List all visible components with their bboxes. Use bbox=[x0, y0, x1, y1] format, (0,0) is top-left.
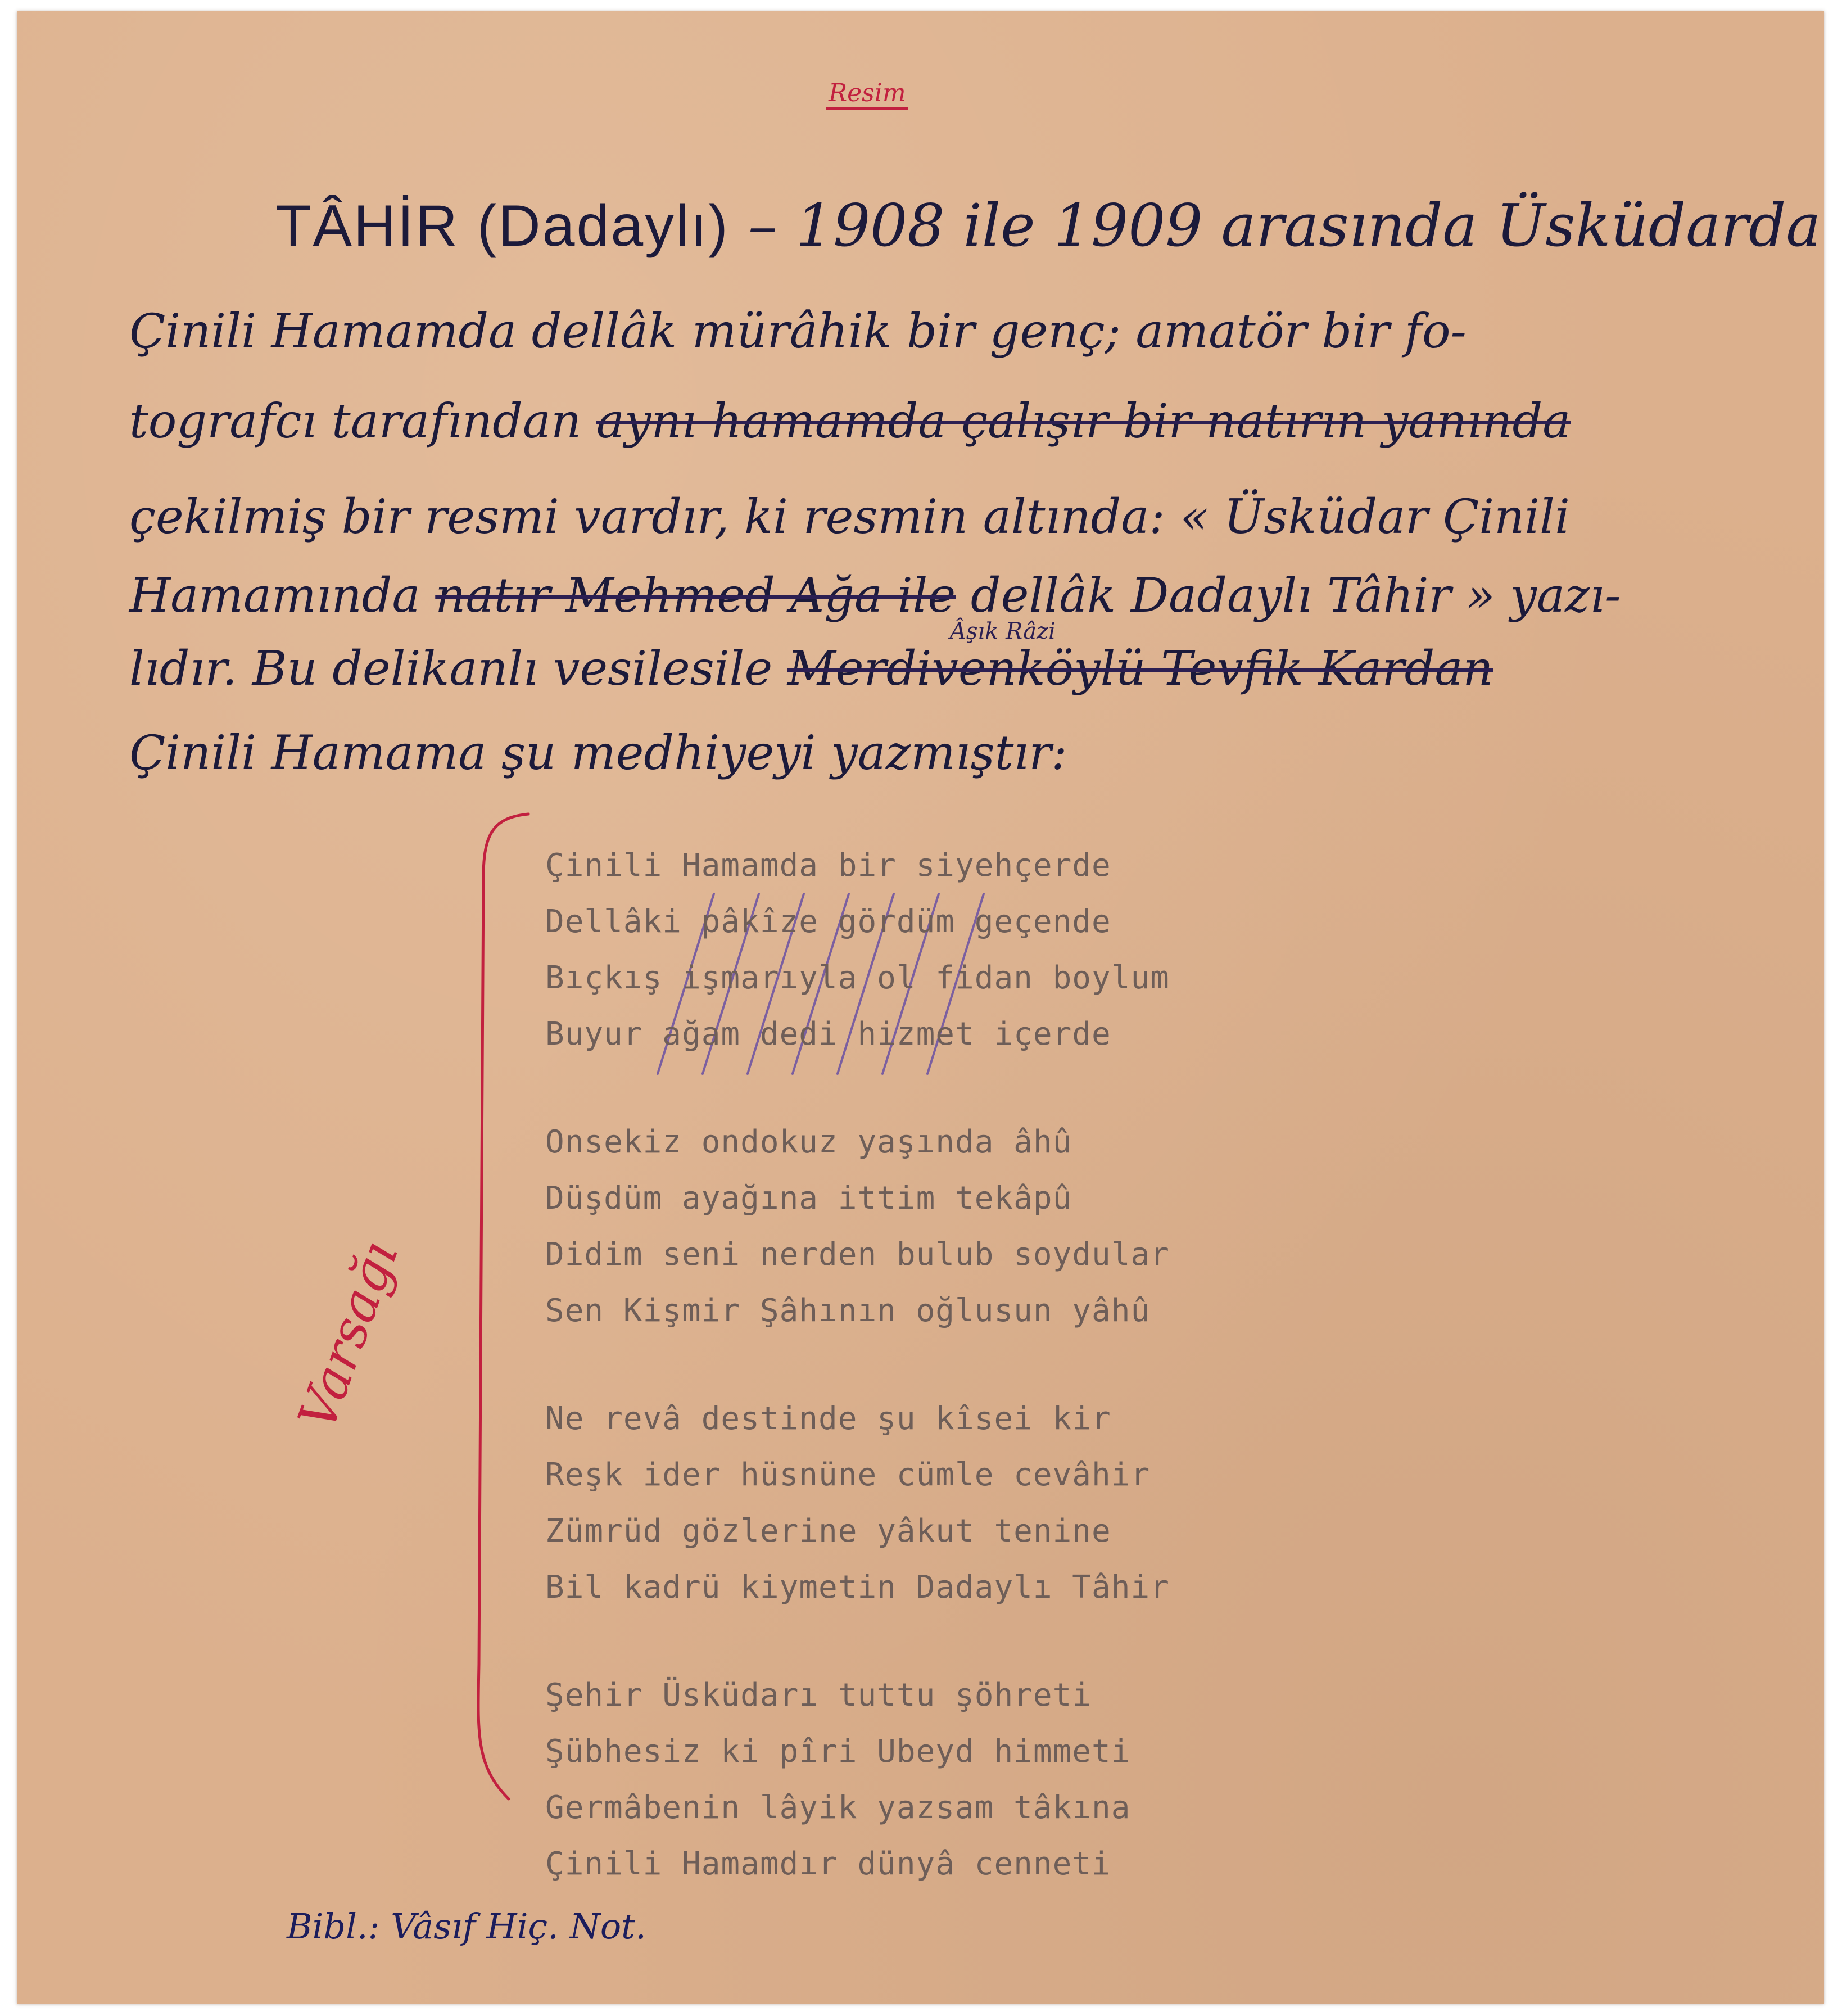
poem-verse: Şehir Üsküdarı tuttu şöhreti bbox=[545, 1677, 1092, 1714]
paper-sheet bbox=[17, 11, 1824, 2004]
paragraph-line-3: çekilmiş bir resmi vardır, ki resmin altında: « Üsküdar Çinili bbox=[129, 489, 1570, 544]
poem-verse: Çinili Hamamda bir siyehçerde bbox=[545, 847, 1111, 884]
poem-verse: Ne revâ destinde şu kîsei kir bbox=[545, 1400, 1111, 1437]
struck-out-text: aynı hamamda çalışır bir natırın yanında bbox=[596, 394, 1571, 449]
red-pencil-note: Resim bbox=[826, 79, 908, 110]
poem-verse: Şübhesiz ki pîri Ubeyd himmeti bbox=[545, 1733, 1131, 1770]
paragraph-line-4 bbox=[129, 568, 1621, 623]
paragraph-line-2-text: tografcı tarafından bbox=[129, 394, 596, 449]
paragraph-line-4-text: Hamamında bbox=[129, 568, 436, 623]
poem-verse: Bil kadrü kiymetin Dadaylı Tâhir bbox=[545, 1569, 1170, 1606]
inserted-correction: Âşık Râzi bbox=[950, 618, 1056, 644]
poet-name: TÂHİR (Dadaylı) bbox=[275, 193, 730, 259]
poem-verse: Reşk ider hüsnüne cümle cevâhir bbox=[545, 1457, 1151, 1493]
entry-heading bbox=[275, 191, 1821, 260]
poem-stanza bbox=[545, 1114, 1170, 1339]
poem-verse: Onsekiz ondokuz yaşında âhû bbox=[545, 1124, 1072, 1160]
paragraph-line-5-text: lıdır. Bu delikanlı vesilesile bbox=[129, 641, 787, 696]
paragraph-line-1: Çinili Hamamda dellâk mürâhik bir genç; amatör bir fo- bbox=[129, 304, 1467, 359]
poem-verse: Sen Kişmir Şâhının oğlusun yâhû bbox=[545, 1292, 1151, 1329]
paragraph-line-2 bbox=[129, 394, 1571, 449]
paragraph-line-4-text-b: dellâk Dadaylı Tâhir » yazı- bbox=[956, 568, 1621, 623]
heading-dash: – bbox=[729, 191, 796, 260]
poem-verse: Buyur ağam dedi hizmet içerde bbox=[545, 1016, 1111, 1052]
red-margin-note: Varsağı bbox=[287, 1233, 410, 1438]
struck-out-text: Merdivenköylü Tevfik Kardan bbox=[787, 641, 1493, 696]
paragraph-line-6: Çinili Hamama şu medhiyeyi yazmıştır: bbox=[129, 725, 1067, 780]
poem-verse: Didim seni nerden bulub soydular bbox=[545, 1236, 1170, 1273]
poem-verse: Düşdüm ayağına ittim tekâpû bbox=[545, 1180, 1072, 1217]
poem-verse: Dellâki pâkîze gördüm geçende bbox=[545, 903, 1111, 940]
poem-verse: Germâbenin lâyik yazsam tâkına bbox=[545, 1789, 1131, 1826]
paragraph-line-5 bbox=[129, 641, 1493, 696]
bibliography-note: Bibl.: Vâsıf Hiç. Not. bbox=[287, 1906, 646, 1947]
poem-stanza bbox=[545, 1391, 1170, 1616]
poem-verse: Bıçkış işmarıyla ol fidan boylum bbox=[545, 960, 1170, 996]
heading-text: 1908 ile 1909 arasında Üsküdarda bbox=[795, 191, 1821, 260]
red-margin-bracket bbox=[444, 810, 534, 1805]
typewritten-poem bbox=[545, 838, 1170, 1944]
poem-stanza bbox=[545, 1667, 1170, 1892]
poem-verse: Çinili Hamamdır dünyâ cenneti bbox=[545, 1846, 1111, 1882]
poem-stanza bbox=[545, 838, 1170, 1063]
struck-out-text: natır Mehmed Ağa ile bbox=[435, 568, 956, 623]
poem-verse: Zümrüd gözlerine yâkut tenine bbox=[545, 1513, 1111, 1549]
